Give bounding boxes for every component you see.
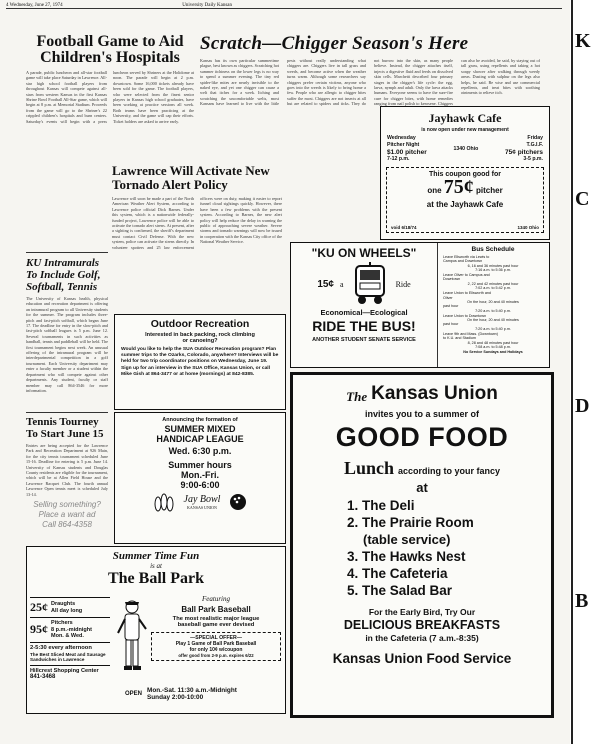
bus-schedule-line: Leave 9th and Mass. (Downtown): [443, 332, 498, 337]
football-headline: Football Game to Aid Children's Hospitals: [36, 34, 184, 66]
ballpark-name: The Ball Park: [107, 570, 204, 587]
draughts-label: Draughts: [51, 601, 76, 607]
want-ad-notice: [26, 500, 108, 540]
lunch-label: Lunch: [343, 458, 394, 478]
bus-schedule-line: past hour: [443, 322, 459, 327]
bus-schedule-title: Bus Schedule: [471, 246, 515, 253]
delicious-breakfasts: DELICIOUS BREAKFASTS: [343, 618, 501, 632]
economical-ecological: Economical—Ecological: [320, 308, 408, 317]
union-restaurant-item: 2. The Prairie Room: [347, 515, 474, 530]
tornado-story: [112, 164, 282, 314]
jayhawk-cafe-name: Jayhawk Cafe: [428, 111, 502, 125]
coupon-good-for: This coupon good for: [429, 171, 501, 178]
outdoor-subtitle-1: Interested in back packing, rock climbing: [145, 332, 255, 338]
coupon-one: one: [427, 186, 442, 195]
bowling-league-2: HANDICAP LEAGUE: [156, 434, 244, 444]
bus-schedule-line: Leave Union to Downtown: [443, 313, 487, 318]
wednesday-offer: [387, 135, 427, 163]
wheels-title: "KU ON WHEELS": [311, 246, 417, 260]
baseball-player-illustration: [115, 599, 149, 679]
bus-schedule-line: Oliver: [443, 295, 453, 300]
special-offer-line-3: offer good from 2-9 p.m. expires 6/22: [178, 653, 254, 658]
bus-schedule-line: 7:20 a.m. to 5:40 p.m.: [475, 326, 511, 331]
sandwiches: Sandwiches in Lawrence: [30, 656, 85, 662]
bowling-ball-icon: [228, 492, 248, 512]
cafe-address: 1340 Ohio: [453, 145, 479, 152]
ballpark-summer-fun: Summer Time Fun: [112, 550, 200, 562]
tennis-body: Entries are being accepted for the Lawrence Park and Recreation Department at 926 Main, for the city tennis tournament scheduled June 15-16. Deadline for entering is 5 p.m. June 14. University of Kansas students and Douglas County residents are eligible for the tournament, which will be at Allen Field House and the Lawrence Racquet Club. The fourth annual Lawrence Open tennis meet is scheduled July 13-14.: [26, 443, 108, 497]
sliced-meat: The Best Sliced Meat and Sausage: [30, 651, 106, 657]
want-ad-line-1: Selling something?: [33, 500, 101, 509]
special-offer-coupon: [151, 632, 281, 661]
bowling-hours-title: Summer hours: [168, 460, 232, 470]
special-offer-line-1: Play 1 Game of Ball Park Baseball: [175, 641, 257, 647]
coupon-address: 1340 Ohio: [517, 225, 539, 230]
ball-park-ad: [26, 546, 286, 714]
fare-a: a: [340, 279, 344, 289]
bowling-league-1: SUMMER MIXED: [164, 424, 236, 434]
union-name: Kansas Union: [371, 383, 498, 404]
open-label: OPEN: [125, 691, 143, 697]
outdoor-body: Would you like to help the SUA Outdoor Recreation program? Plan summer trips to the Ozarks, Colorado, anywhere? Interviews will be held for two trip coordinator positions on Wednesday, June 19. Sign up for an interview in the SUA Office, Kansas Union, or call Mike Gish at 864-3477 or at home (mornings) at 842-8385.: [121, 347, 279, 377]
outdoor-recreation-ad: [114, 314, 286, 410]
page-header: [6, 3, 562, 9]
bowling-days: Mon.-Fri.: [181, 470, 219, 480]
intramurals-body: The University of Kansas health, physical education and recreation department is offering an intramural program to all University students for the summer. The program includes three-pitch and fast-pitch softball, which began June 17. The deadline for entry in the slow-pitch and fast-pitch softball leagues is 5 p.m. June 12. Several tournaments in such activities as handball, tennis and paddleball will be held. The first tournament begins next week. An unusual offering of the intramural program will be interdepartmental competition in a golf tournament. Each University department may enter a faculty member or a student within the department who will compete against other departments. Any student, faculty or staff member may call 864-3546 for more information.: [26, 296, 108, 393]
ride-the-bus: RIDE THE BUS!: [312, 318, 416, 334]
header-paper-name: University Daily Kansan: [182, 3, 232, 8]
bus-schedule-line: 7:16 a.m. to 5:36 p.m.: [475, 267, 511, 272]
jay-bowl-ad: [114, 412, 286, 544]
union-restaurant-item: 1. The Deli: [347, 498, 415, 513]
no-service-note: No Service Sundays and Holidays: [463, 350, 523, 355]
bus-schedule-line: Leave Union to Ellsworth and: [443, 291, 491, 296]
student-senate-service: ANOTHER STUDENT SENATE SERVICE: [312, 337, 416, 343]
edge-letter-2: C: [575, 188, 590, 210]
coupon-void-date: void 6/18/74: [391, 225, 417, 230]
bus-schedule-line: Leave Ellsworth via Lewis to: [443, 255, 490, 259]
edge-letter-4: B: [575, 590, 589, 612]
intramurals-story: [26, 257, 108, 409]
featuring-label: Featuring: [202, 595, 230, 603]
special-offer-line-2: for only 10¢ w/coupon: [189, 647, 243, 653]
bus-schedule-line: Campus and Downtown: [443, 259, 483, 264]
union-invites: invites you to a summer of: [364, 409, 480, 419]
column-rule: [26, 412, 108, 413]
according-fancy: according to your fancy: [398, 466, 501, 476]
intramurals-headline: KU Intramurals To Include Golf, Softball, Tennis: [26, 257, 101, 293]
early-bird: For the Early Bird, Try Our: [368, 607, 476, 617]
pitcher-night-label: Pitcher Night: [387, 142, 420, 148]
tornado-body: Lawrence will soon be made a part of the North American Weather Alert System, according to Lawrence police official Dick Barnes. Under this system, which is a nationwide federally-funded project, Lawrence police will be able to activate the tornado alert sirens. At present, after a sighting is confirmed, the sheriff's department must contact Civil Defense. With the new system, police can activate the sirens directly. In volunteer spotters and 25 law enforcement officers were on duty, making it easier to report funnel cloud sightings quickly. However, there have been a few problems with the present system. According to Barnes, the new alert policy will help reduce the delay in warning the public of approaching severe weather. Severe storms and tornado warnings will now be issued in cooperation with the Kansas City office of the National Weather Service.: [112, 196, 282, 250]
bus-schedule-line: 2, 22 and 42 minutes past hour: [467, 281, 519, 286]
want-ad-line-3: Call 864-4358: [42, 520, 92, 529]
bus-schedule-line: 7:20 a.m. to 5:40 p.m.: [475, 308, 511, 313]
bus-schedule-line: 7:02 a.m. to 5:42 p.m.: [475, 286, 511, 291]
friday-time: 3-5 p.m.: [523, 156, 543, 162]
friday-label: Friday: [527, 135, 543, 141]
tornado-headline: Lawrence Will Activate New Tornado Alert Policy: [112, 164, 270, 192]
union-restaurant-item: 5. The Salad Bar: [347, 583, 453, 598]
outdoor-title: Outdoor Recreation: [150, 318, 250, 330]
cafeteria-hours: in the Cafeteria (7 a.m.-8:35): [365, 633, 479, 643]
fare-ride: Ride: [395, 279, 411, 289]
outdoor-subtitle-2: or canoeing?: [182, 338, 218, 344]
football-body: A parade, public luncheon and all-star football game will take place Saturday in Lawrence. All-star high school football players from throughout Kansas will compete against all-stars from western Kansas in the first Kansas Shrine Bowl Football All-Star game, which will begin at 8 p.m. at Memorial Stadium. Proceeds from the game will go to the Shriner's 22 crippled children's hospitals and burn centers. Saturday's events will begin with a press luncheon served by Shriners at the Holidome at noon. The parade will begin at 2 p.m. downtown. Some 16,000 tickets already have been sold for the game. The football players, who were selected from the finest senior players in Kansas high school graduates, have been working at practice sessions all week. Both teams have been practicing at the University, and the game will cap their efforts. Ticket holders are asked to arrive early.: [26, 70, 194, 124]
edge-letter-3: D: [575, 395, 590, 417]
bus-schedule-line: 6, 16 and 36 minutes past hour: [467, 263, 519, 268]
draughts-all-day: All day long: [51, 607, 83, 614]
tennis-headline: Tennis Tourney To Start June 15: [26, 416, 104, 440]
union-at: at: [416, 480, 428, 495]
friday-price: 75¢ pitchers: [505, 149, 543, 156]
special-offer-title: —SPECIAL OFFER—: [190, 635, 242, 641]
ku-on-wheels-ad: [290, 242, 550, 368]
adjacent-page-edge: [571, 0, 600, 744]
realistic-line-1: The most realistic major league: [172, 616, 260, 622]
open-hours: Mon.-Sat. 11:30 a.m.-Midnight: [147, 687, 237, 694]
edge-letter-1: K: [575, 30, 591, 52]
bus-schedule-line: to K.U. and Stadium: [443, 336, 477, 341]
bus-schedule-line: On the hour, 20 and 40 minutes: [467, 299, 519, 304]
wednesday-label: Wednesday: [387, 135, 416, 141]
bowling-hours: 9:00-6:00: [180, 480, 220, 490]
bowling-pins-icon: [152, 492, 176, 512]
chigger-body-continued: [286, 164, 380, 244]
hillcrest-center: Hillcrest Shopping Center: [30, 665, 110, 674]
header-date: 4 Wednesday, June 27, 1974: [6, 3, 63, 8]
bus-schedule-line: On the hour, 20 and 40 minutes: [467, 318, 519, 323]
bus-schedule-line: 7:08 a.m. to 5:48 p.m.: [475, 344, 511, 349]
pitchers-days: Mon. & Wed.: [51, 633, 84, 639]
draught-price: 25¢: [30, 600, 48, 614]
fare-price: 15¢: [317, 278, 334, 290]
bus-schedule-line: Leave Oliver to Campus and: [443, 273, 490, 278]
jay-bowl-logo: Jay Bowl: [183, 494, 221, 505]
jay-bowl-logo-sub: KANSAS UNION: [187, 505, 217, 510]
friday-offer: [505, 135, 543, 163]
union-the: The: [346, 389, 368, 404]
chigger-headline: Scratch—Chigger Season's Here: [200, 34, 469, 54]
coupon-at-cafe: at the Jayhawk Cafe: [426, 200, 504, 209]
pitchers-time: 8 p.m.-midnight: [51, 626, 92, 633]
bus-schedule-line: Downtown: [443, 277, 461, 282]
bus-schedule-list: [439, 253, 547, 350]
wednesday-price: $1.00 pitcher: [387, 149, 427, 156]
afternoon-special: 2-5:30 every afternoon: [30, 642, 110, 651]
want-ad-line-2: Place a want ad: [38, 510, 96, 519]
union-restaurant-item: 4. The Cafeteria: [347, 566, 448, 581]
bowling-league-time: Wed. 6:30 p.m.: [168, 446, 232, 456]
tennis-story: [26, 416, 108, 498]
ballpark-is-at: is at: [150, 562, 162, 570]
union-food-service: Kansas Union Food Service: [332, 651, 512, 666]
realistic-line-2: baseball game ever devised: [177, 622, 255, 628]
ball-park-baseball: Ball Park Baseball: [181, 605, 251, 614]
chigger-body: Kansas has its own particular summertime plague, best known as chiggers. Scratching hot summer itchiness on the lower legs is no way to spend a summer evening. The tiny red spider-like mites are nearly invisible to the naked eye, and yet one chigger can cause a welt that itches for a week. Itching and scratching the uncomfortable welts, most Kansans have learned to live with the little pests without really understanding what chiggers are. Chiggers live in tall grass and weeds, and become active when the weather turns warm. Although some researchers say chiggers prefer certain victims, anyone who goes into the weeds is likely to bring home a few. People who are allergic to chigger bites suffer the most. Chiggers are not insects at all but are related to spiders and ticks. They do not burrow into the skin, as many people believe. Instead, the chigger attaches itself, injects a digestive fluid and feeds on dissolved skin cells. Marchetti described four primary stages in the chigger's life cycle: the egg, larva, nymph and adult. Only the larva attacks humans. Everyone seems to have the sure-fire cure for chigger bites, with home remedies ranging from nail polish to kerosene. Chiggers can also be avoided, he said, by staying out of tall grass, using repellents and taking a hot soapy shower after walking through weedy areas. Dusting with sulphur on the legs also helps, he said. Be wise and use commercial repellents, and treat bites with soothing ointments to relieve itch.: [200, 58, 540, 107]
union-restaurant-item: 3. The Hawks Nest: [347, 549, 466, 564]
jayhawk-cafe-ad: [380, 106, 550, 240]
ballpark-phone: 841-3468: [30, 673, 56, 680]
bus-schedule-line: past hour: [443, 304, 459, 309]
sunday-hours: Sunday 2:00-10:00: [147, 694, 204, 701]
jayhawk-new-management: is now open under new management: [421, 127, 509, 133]
pitchers-label: Pitchers: [51, 620, 73, 626]
bowling-announcing: Announcing the formation of: [162, 417, 238, 423]
tgif-label: T.G.I.F.: [526, 142, 543, 148]
bus-illustration: [350, 262, 390, 306]
coupon-price: 75¢: [443, 176, 474, 198]
good-food: GOOD FOOD: [335, 422, 509, 452]
pitcher-price: 95¢: [30, 622, 48, 637]
union-restaurant-list: [347, 497, 551, 599]
bus-schedule-line: 8, 28 and 48 minutes past hour: [467, 340, 519, 345]
wednesday-time: 7-12 p.m.: [387, 156, 410, 162]
kansas-union-ad: [290, 372, 554, 718]
union-restaurant-item: (table service): [363, 532, 451, 547]
coupon-pitcher: pitcher: [476, 186, 503, 195]
column-rule: [26, 252, 108, 253]
jayhawk-coupon: [386, 167, 544, 233]
